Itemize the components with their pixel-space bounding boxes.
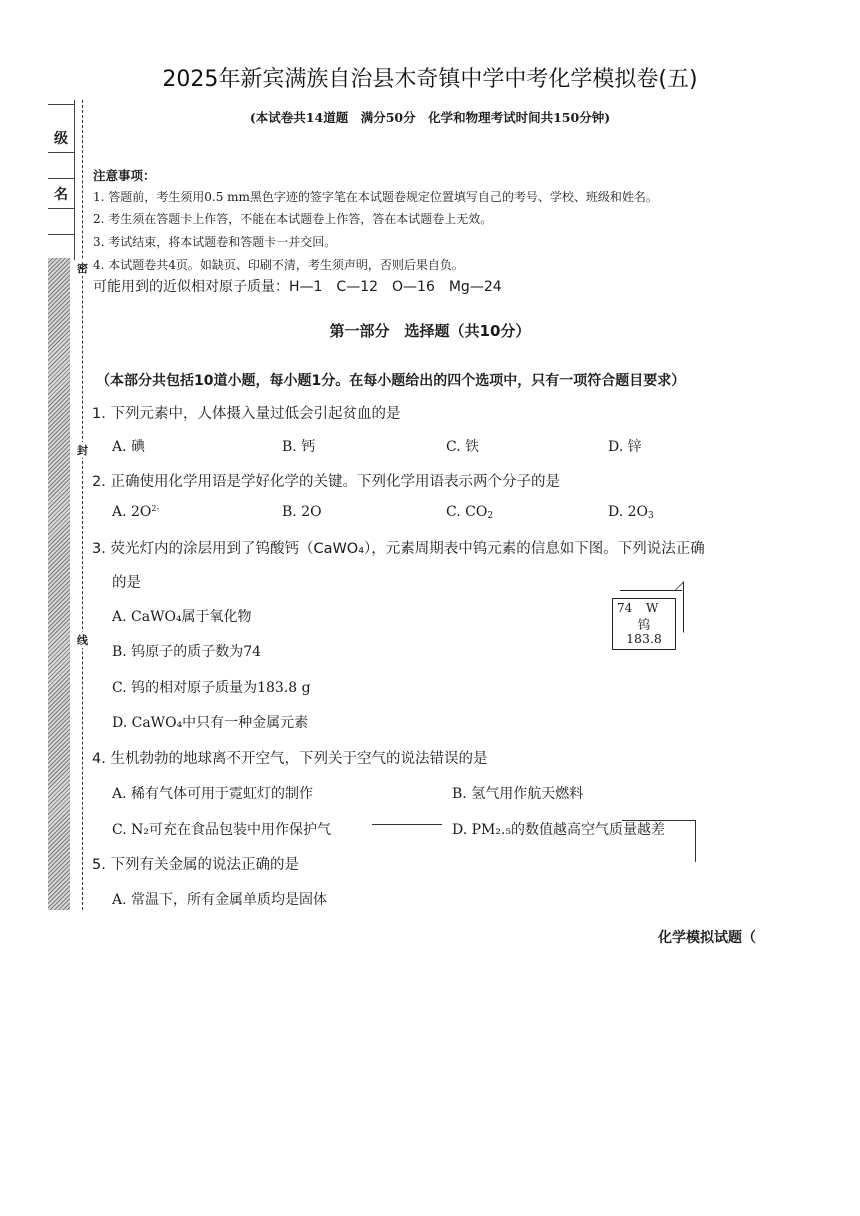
option-a: A. 常温下，所有金属单质均是固体 [112,892,328,908]
option-c [446,504,493,521]
page-title: 2025年新宾满族自治县木奇镇中学中考化学模拟卷(五) [162,67,698,92]
notice-item: 2. 考生须在答题卡上作答，不能在本试题卷上作答，答在本试题卷上无效。 [93,212,493,226]
option-c: C. 钨的相对原子质量为183.8 g [112,680,311,696]
option-b: B. 氢气用作航天燃料 [452,786,584,802]
margin-divider [48,104,74,105]
tile-edge [675,581,684,641]
seal-line [82,100,83,910]
exam-info: (本试卷共14道题 满分50分 化学和物理考试时间共150分钟) [249,110,611,125]
section-note: （本部分共包括10道小题，每小题1分。在每小题给出的四个选项中，只有一项符合题目要求） [96,373,686,389]
option-a: A. 稀有气体可用于霓虹灯的制作 [112,786,314,802]
option-subscript: 3 [648,511,654,521]
option-c: C. 铁 [446,439,480,455]
option-b: B. 钨原子的质子数为74 [112,644,262,660]
scan-mark [695,820,696,862]
element-symbol: W [646,601,659,615]
section-title: 第一部分 选择题（共10分） [329,322,531,340]
option-charge: 2- [151,504,160,513]
class-label: 级 [54,131,68,147]
margin-rule [74,100,75,260]
option-text: D. 2O [608,504,649,520]
option-b: B. 2O [282,504,322,520]
option-a: A. CaWO₄属于氧化物 [112,609,252,625]
option-d [608,504,654,521]
atomic-masses: 可能用到的近似相对原子质量：H—1 C—12 O—16 Mg—24 [93,279,502,295]
option-a: A. 碘 [112,439,146,455]
option-subscript: 2 [487,511,494,521]
margin-divider [48,178,74,179]
margin-divider [48,234,74,235]
notice-item: 1. 答题前，考生须用0.5 mm黑色字迹的签字笔在本试题卷规定位置填写自己的考号、学校、班级和姓名。 [93,190,658,204]
option-text: C. CO [446,504,488,520]
option-d: D. 锌 [608,439,642,455]
seal-char: 密 [77,262,88,275]
element-name: 钨 [637,617,651,632]
option-d: D. CaWO₄中只有一种金属元素 [112,715,309,731]
option-text: A. 2O [112,504,152,520]
question-stem: 5. 下列有关金属的说法正确的是 [92,857,299,873]
scan-mark [622,820,696,821]
tile-edge [620,590,682,591]
option-a [112,504,159,520]
atomic-mass: 183.8 [626,631,662,646]
name-label: 名 [54,187,68,203]
notice-item: 4. 本试题卷共4页。如缺页、印刷不清，考生须声明，否则后果自负。 [93,258,464,272]
question-stem: 4. 生机勃勃的地球离不开空气，下列关于空气的说法错误的是 [92,751,488,767]
notice-heading: 注意事项： [93,168,156,183]
seal-char: 封 [77,444,88,457]
question-stem: 3. 荧光灯内的涂层用到了钨酸钙（CaWO₄），元素周期表中钨元素的信息如下图。下列说法正确 [92,541,705,557]
option-b: B. 钙 [282,439,316,455]
page-footer: 化学模拟试题（ [658,930,756,946]
seal-char: 线 [77,634,88,647]
option-d: D. PM₂.₅的数值越高空气质量越差 [452,822,666,838]
option-c: C. N₂可充在食品包装中用作保护气 [112,822,331,838]
question-stem: 2. 正确使用化学用语是学好化学的关键。下列化学用语表示两个分子的是 [92,474,560,490]
atomic-number: 74 [617,601,633,615]
margin-hatching [48,258,70,910]
margin-divider [48,208,74,209]
scan-mark [372,824,442,825]
question-stem-cont: 的是 [112,575,141,591]
notice-item: 3. 考试结束，将本试题卷和答题卡一并交回。 [93,235,337,249]
margin-divider [48,152,74,153]
question-stem: 1. 下列元素中，人体摄入量过低会引起贫血的是 [92,406,401,422]
